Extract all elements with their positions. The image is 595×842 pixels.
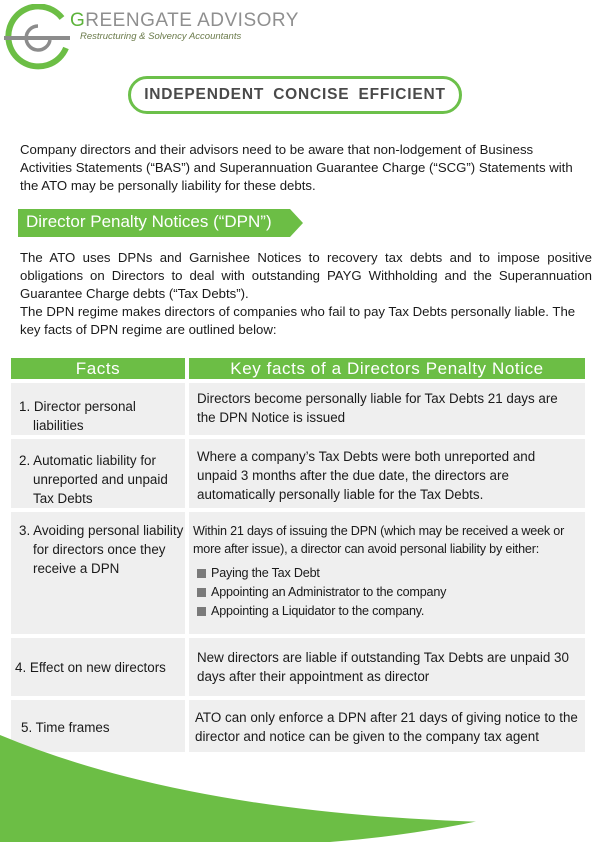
table-row — [11, 512, 585, 634]
fact-detail: ATO can only enforce a DPN after 21 days of giving notice to the director and notice can be given to the company tax agent — [195, 710, 578, 744]
table-row — [11, 638, 585, 696]
paragraph-2: The DPN regime makes directors of companies who fail to pay Tax Debts personally liable. The key facts of DPN regime are outlined below: — [20, 304, 576, 337]
fact-label: 1. Director personal liabilities — [19, 399, 136, 433]
dpn-paragraph — [20, 249, 592, 339]
fact-label: 5. Time frames — [21, 720, 110, 735]
greengate-logo-icon — [4, 4, 74, 72]
fact-label: 3. Avoiding personal liability for directors once they receive a DPN — [19, 523, 184, 576]
brand-block — [70, 10, 299, 42]
footer-swoosh — [0, 735, 595, 842]
avoidance-options-list — [193, 564, 581, 621]
paragraph-1: The ATO uses DPNs and Garnishee Notices to recovery tax debts and to impose positive obligations on Directors to deal with outstanding PAYG Withholding and the Superannuation Guarantee Charge debts (“Tax Debts”). — [20, 250, 592, 301]
fact-label: 4. Effect on new directors — [15, 660, 166, 675]
fact-label: 2. Automatic liability for unreported and unpaid Tax Debts — [19, 453, 168, 506]
list-item: Appointing an Administrator to the company — [193, 583, 581, 602]
table-row — [11, 383, 585, 435]
section-title: Director Penalty Notices (“DPN”) — [26, 212, 272, 231]
header-key-facts: Key facts of a Directors Penalty Notice — [187, 358, 585, 379]
table-header — [11, 358, 585, 379]
section-banner — [18, 209, 303, 237]
list-item: Appointing a Liquidator to the company. — [193, 602, 581, 621]
brand-tagline: Restructuring & Solvency Accountants — [80, 31, 242, 42]
list-item: Paying the Tax Debt — [193, 564, 581, 583]
fact-detail: Within 21 days of issuing the DPN (which may be received a week or more after issue), a director can avoid personal liability by either: — [193, 524, 565, 556]
dpn-facts-table — [11, 358, 585, 752]
brand-name: GREENGATE ADVISORY — [70, 10, 299, 31]
motto-pill: INDEPENDENT CONCISE EFFICIENT — [128, 76, 462, 114]
fact-detail: New directors are liable if outstanding Tax Debts are unpaid 30 days after their appointment as director — [197, 650, 569, 684]
table-row — [11, 439, 585, 508]
intro-paragraph: Company directors and their advisors need to be aware that non-lodgement of Business Activities Statements (“BAS”) and Superannuation Guarantee Charge (“SCG”) Statements with the ATO may be personally liability for these debts. — [20, 142, 573, 193]
fact-detail: Where a company’s Tax Debts were both unreported and unpaid 3 months after the due date, the directors are automatically personally liable for the Tax Debts. — [197, 449, 536, 502]
fact-detail: Directors become personally liable for Tax Debts 21 days are the DPN Notice is issued — [197, 391, 558, 425]
header-facts: Facts — [11, 358, 187, 379]
